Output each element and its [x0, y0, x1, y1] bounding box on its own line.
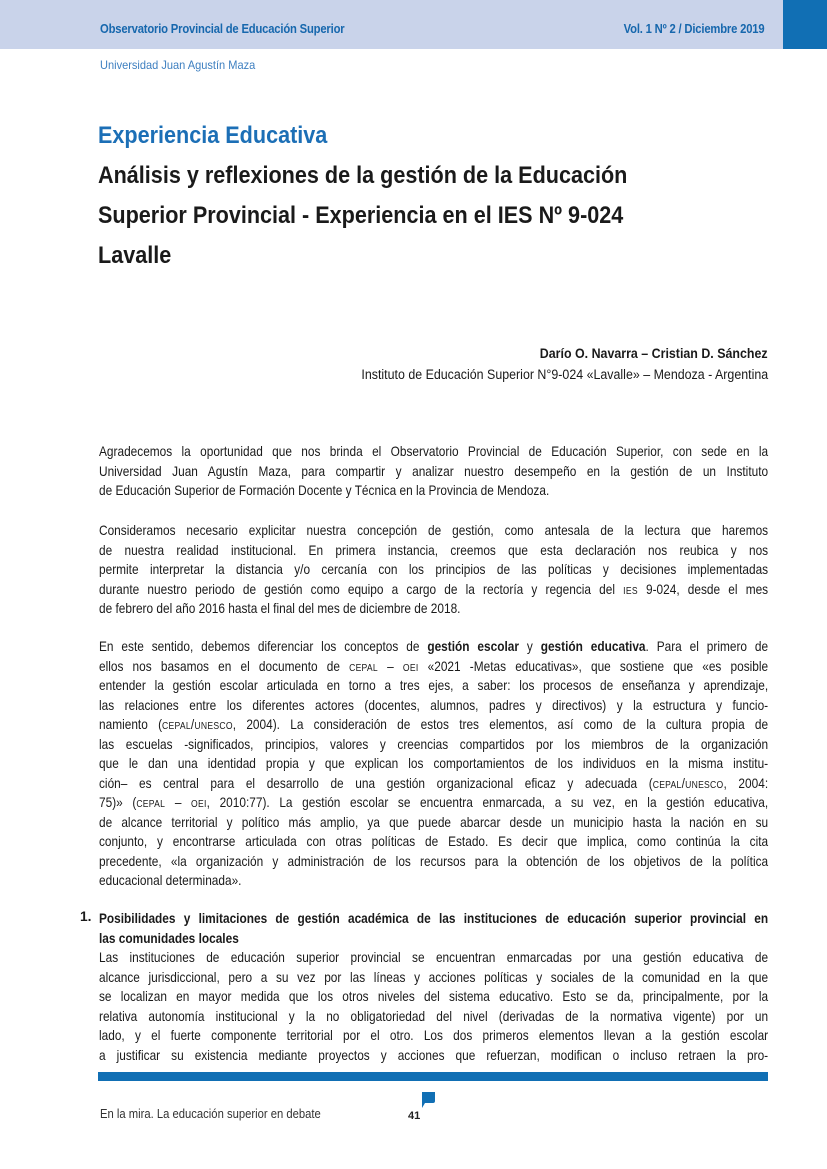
text-span: . Para el primero de [645, 639, 769, 654]
text-line: lado, y el fuerte componente territorial por el otro. Los dos primeros elementos llevan a la gestión escolar [99, 1028, 769, 1043]
header-accent-block [783, 0, 827, 49]
text-line [99, 637, 768, 657]
text-line: de alcance territorial y político más amplio, ya que puede abarcar desde un municipio hasta la nación en su [99, 814, 769, 830]
acronym: ies [623, 581, 638, 597]
text-line: alcance jurisdiccional, pero a su vez por las líneas y acciones políticas y sociales de la comunidad en la que [99, 969, 769, 985]
text-span: ellos nos basamos en el documento de [99, 658, 350, 674]
text-line: Consideramos necesario explicitar nuestra concepción de gestión, como antesala de la lectura que haremos [99, 523, 769, 538]
text-line [99, 715, 768, 735]
paragraph-school-vs-educational-management [99, 637, 768, 891]
paragraph-acknowledgement [99, 442, 768, 501]
text-line: de febrero del año 2016 hasta el final del mes de diciembre de 2018. [99, 601, 461, 616]
text-span: En este sentido, debemos diferenciar los conceptos de [99, 639, 428, 654]
section-label: Experiencia Educativa [98, 122, 328, 149]
text-line [99, 657, 768, 677]
page-number: 41 [408, 1110, 421, 1122]
text-line: precedente, «la organización y administración de los recursos para la obtención de los objetivos de la política [99, 853, 769, 869]
text-line: Agradecemos la oportunidad que nos brinda el Observatorio Provincial de Educación Superior, con sede en la [99, 444, 769, 459]
article-title [98, 156, 746, 276]
text-line [99, 793, 768, 813]
text-line: que le dan una identidad propia y que explican los comportamientos de los individuos en la misma institu- [99, 756, 769, 771]
text-span: y [518, 639, 541, 654]
acronym: cepal/unesco [162, 717, 233, 732]
text-span: ción– es central para el desarrollo de una gestión organizacional eficaz y adecuada ( [99, 775, 653, 791]
text-span: – [165, 795, 192, 810]
text-line: las escuelas -significados, principios, valores y creencias compartidos por los miembros de la organización [99, 736, 769, 752]
footer-bar [98, 1072, 768, 1081]
text-line [99, 774, 768, 794]
term-gestion-escolar: gestión escolar [427, 639, 519, 654]
section-number: 1. [80, 909, 92, 924]
text-span: durante nuestro periodo de gestión como equipo a cargo de la rectoría y regencia del [99, 581, 624, 597]
text-line: conjunto, y encontrarse articulada con otras políticas de Estado. Es decir que implica, como continúa la cita [99, 834, 769, 849]
text-line: de nuestra realidad institucional. En primera instancia, creemos que esta declaración nos reubica y nos [99, 542, 769, 558]
publication-name: En la mira. La educación superior en debate [100, 1107, 321, 1121]
acronym: cepal [349, 658, 378, 674]
affiliation: Instituto de Educación Superior N°9-024 «Lavalle» – Mendoza - Argentina [361, 367, 768, 382]
title-line: Análisis y reflexiones de la gestión de la Educación [98, 162, 628, 189]
issue-label: Vol. 1 Nº 2 / Diciembre 2019 [623, 22, 764, 36]
text-line: las relaciones entre los diferentes actores (docentes, alumnos, padres y directivos) y la estructura y funcio- [99, 697, 769, 713]
term-gestion-educativa: gestión educativa [540, 639, 646, 654]
title-line: Superior Provincial - Experiencia en el IES Nº 9-024 [98, 202, 624, 229]
acronym: cepal [136, 795, 166, 810]
text-line: Las instituciones de educación superior provincial se encuentran enmarcadas por una gestión educativa de [99, 950, 769, 965]
text-span: 75)» ( [99, 795, 137, 810]
paragraph-management-concept [99, 521, 768, 619]
acronym: cepal/unesco [652, 775, 724, 791]
acronym: oei [191, 795, 207, 810]
text-line: de Educación Superior de Formación Docente y Técnica en la Provincia de Mendoza. [99, 483, 550, 498]
text-line [99, 580, 768, 600]
text-line: a justificar su existencia mediante proyectos y acciones que refuerzan, modifican o incluso retraen la pro- [99, 1047, 769, 1063]
text-line: Universidad Juan Agustín Maza, para compartir y analizar nuestro desempeño en la gestión de un Instituto [99, 463, 769, 479]
journal-name: Observatorio Provincial de Educación Superior [100, 22, 345, 36]
section-1 [99, 909, 768, 1065]
section-heading-line: Posibilidades y limitaciones de gestión académica de las instituciones de educación superior provincial en [99, 911, 769, 926]
title-line: Lavalle [98, 242, 172, 269]
text-span: , 2004). La consideración de estos tres elementos, así como de la cultura propia de [232, 717, 769, 732]
text-span: namiento ( [99, 717, 163, 732]
text-span: «2021 -Metas educativas», que sostiene que «es posible [418, 658, 769, 674]
text-span: 9-024, desde el mes [637, 581, 769, 597]
text-line: relativa autonomía institucional y la no obligatoriedad del nivel (derivadas de la normativa vigente) por un [99, 1008, 769, 1024]
text-line: entender la gestión escolar articulada en torno a tres ejes, a saber: los procesos de enseñanza y aprendizaje, [99, 678, 769, 693]
authors: Darío O. Navarra – Cristian D. Sánchez [540, 346, 768, 361]
text-span: – [377, 658, 403, 674]
text-span: , 2004: [723, 775, 769, 791]
text-line: educacional determinada». [99, 873, 242, 888]
page-flag-icon [421, 1092, 435, 1108]
text-line: se localizan en mayor medida que los otros niveles del sistema educativo. Esto se da, principalmente, por la [99, 989, 769, 1004]
text-line: permite interpretar la distancia y/o cercanía con los principios de las políticas y decisiones implementadas [99, 562, 769, 577]
section-heading-line: las comunidades locales [99, 930, 239, 946]
university-name: Universidad Juan Agustín Maza [100, 58, 256, 72]
acronym: oei [402, 658, 419, 674]
text-span: , 2010:77). La gestión escolar se encuentra enmarcada, a su vez, en la gestión educativa, [206, 795, 769, 810]
